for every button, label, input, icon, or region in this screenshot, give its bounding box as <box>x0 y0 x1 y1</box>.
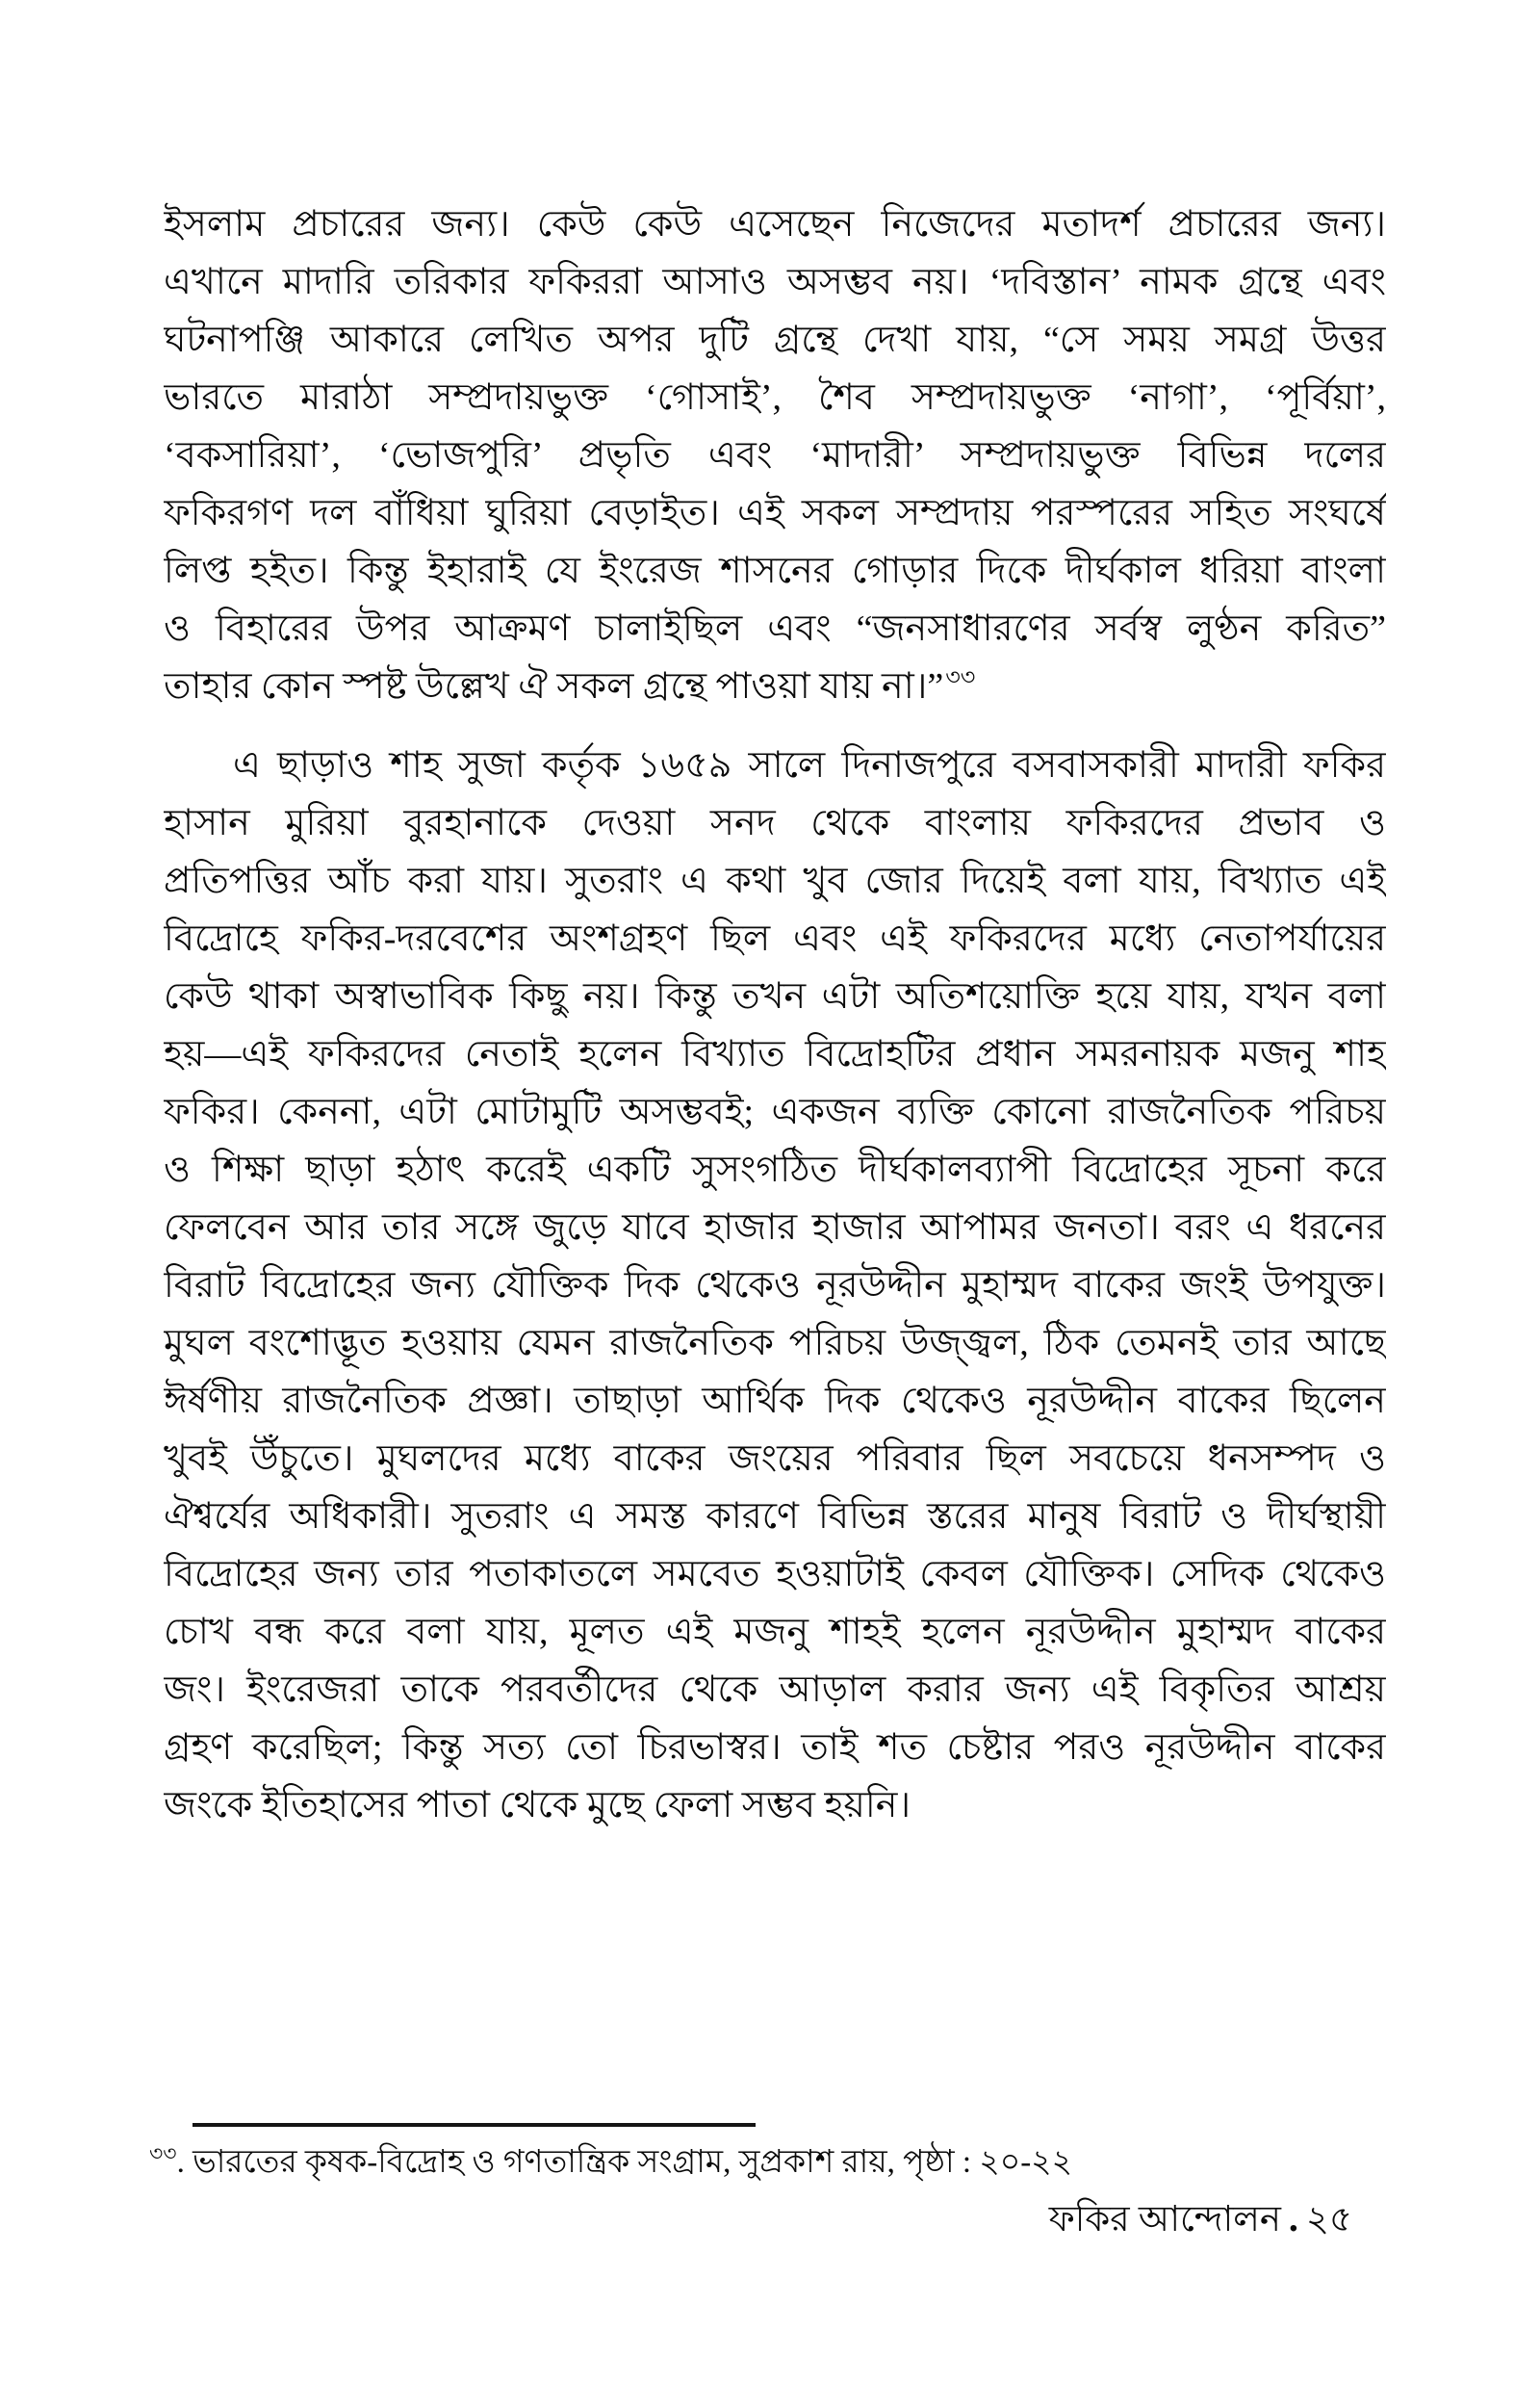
text-line: চোখ বন্ধ করে বলা যায়, মূলত এই মজনু শাহই হলেন নূরউদ্দীন মুহাম্মদ বাকের <box>164 1612 1386 1652</box>
footnote-marker: ৩৩ <box>149 2141 177 2165</box>
text-line: ঘটনাপঞ্জি আকারে লেখিত অপর দুটি গ্রন্থে দেখা যায়, “সে সময় সমগ্র উত্তর <box>164 320 1386 360</box>
text-line: ফকিরগণ দল বাঁধিয়া ঘুরিয়া বেড়াইত। এই সকল সম্প্রদায় পরস্পরের সহিত সংঘর্ষে <box>164 493 1386 533</box>
text-line: ভারতে মারাঠা সম্প্রদায়ভুক্ত ‘গোসাই’, শৈব সম্প্রদায়ভুক্ত ‘নাগা’, ‘পূর্বিয়া’, <box>164 377 1386 418</box>
text-line: হাসান মুরিয়া বুরহানাকে দেওয়া সনদ থেকে বাংলায় ফকিরদের প্রভাব ও <box>164 803 1386 843</box>
text-line: এখানে মাদারি তরিকার ফকিররা আসাও অসম্ভব নয়। ‘দবিস্তান’ নামক গ্রন্থে এবং <box>164 262 1386 302</box>
text-line: ও বিহারের উপর আক্রমণ চালাইছিল এবং “জনসাধারণের সর্বস্ব লুণ্ঠন করিত” <box>164 608 1386 649</box>
text-line: বিদ্রোহের জন্য তার পতাকাতলে সমবেত হওয়াটাই কেবল যৌক্তিক। সেদিক থেকেও <box>164 1554 1386 1594</box>
text-line <box>164 658 1386 715</box>
text-line: কেউ থাকা অস্বাভাবিক কিছু নয়। কিন্তু তখন এটা অতিশয়োক্তি হয়ে যায়, যখন বলা <box>164 976 1386 1017</box>
text-line: ঈর্ষণীয় রাজনৈতিক প্রজ্ঞা। তাছাড়া আর্থিক দিক থেকেও নূরউদ্দীন বাকের ছিলেন <box>164 1381 1386 1421</box>
text-line: ও শিক্ষা ছাড়া হঠাৎ করেই একটি সুসংগঠিত দীর্ঘকালব্যাপী বিদ্রোহের সূচনা করে <box>164 1150 1386 1190</box>
paragraph-end-text: তাহার কোন স্পষ্ট উল্লেখ ঐ সকল গ্রন্থে পাওয়া যায় না।” <box>164 666 944 707</box>
text-line: ফেলবেন আর তার সঙ্গে জুড়ে যাবে হাজার হাজার আপামর জনতা। বরং এ ধরনের <box>164 1207 1386 1248</box>
text-line: ‘বকসারিয়া’, ‘ভোজপুরি’ প্রভৃতি এবং ‘মাদারী’ সম্প্রদায়ভুক্ত বিভিন্ন দলের <box>164 435 1386 476</box>
text-line: লিপ্ত হইত। কিন্তু ইহারাই যে ইংরেজ শাসনের গোড়ার দিকে দীর্ঘকাল ধরিয়া বাংলা <box>164 551 1386 591</box>
text-line: এ ছাড়াও শাহ সুজা কর্তৃক ১৬৫৯ সালে দিনাজপুরে বসবাসকারী মাদারী ফকির <box>233 745 1386 786</box>
text-line: খুবই উঁচুতে। মুঘলদের মধ্যে বাকের জংয়ের পরিবার ছিল সবচেয়ে ধনসম্পদ ও <box>164 1438 1386 1479</box>
text-line: বিদ্রোহে ফকির-দরবেশের অংশগ্রহণ ছিল এবং এই ফকিরদের মধ্যে নেতাপর্যায়ের <box>164 919 1386 959</box>
footnote <box>149 2139 1352 2189</box>
text-line: জং। ইংরেজরা তাকে পরবর্তীদের থেকে আড়াল করার জন্য এই বিকৃতির আশ্রয় <box>164 1669 1386 1710</box>
text-line: মুঘল বংশোদ্ভূত হওয়ায় যেমন রাজনৈতিক পরিচয় উজ্জ্বল, ঠিক তেমনই তার আছে <box>164 1323 1386 1363</box>
separator-dot: . <box>1288 2196 1298 2239</box>
text-line: প্রতিপত্তির আঁচ করা যায়। সুতরাং এ কথা খুব জোর দিয়েই বলা যায়, বিখ্যাত এই <box>164 861 1386 901</box>
book-title: ফকির আন্দোলন <box>1048 2200 1281 2239</box>
page-number: ২৫ <box>1305 2200 1352 2239</box>
text-line: বিরাট বিদ্রোহের জন্য যৌক্তিক দিক থেকেও নূরউদ্দীন মুহাম্মদ বাকের জংই উপযুক্ত। <box>164 1265 1386 1306</box>
text-line: হয়—এই ফকিরদের নেতাই হলেন বিখ্যাত বিদ্রোহটির প্রধান সমরনায়ক মজনু শাহ <box>164 1034 1386 1074</box>
page-footer <box>1049 2195 1352 2243</box>
text-line: গ্রহণ করেছিল; কিন্তু সত্য তো চিরভাস্বর। তাই শত চেষ্টার পরও নূরউদ্দীন বাকের <box>164 1727 1386 1768</box>
footnote-divider <box>192 2123 756 2127</box>
paragraph-1 <box>164 195 1386 715</box>
text-line: ঐশ্বর্যের অধিকারী। সুতরাং এ সমস্ত কারণে বিভিন্ন স্তরের মানুষ বিরাট ও দীর্ঘস্থায়ী <box>164 1496 1386 1537</box>
paragraph-2 <box>164 737 1386 1834</box>
text-line: ফকির। কেননা, এটা মোটামুটি অসম্ভবই; একজন ব্যক্তি কোনো রাজনৈতিক পরিচয় <box>164 1092 1386 1132</box>
text-line: ইসলাম প্রচারের জন্য। কেউ কেউ এসেছেন নিজেদের মতাদর্শ প্রচারের জন্য। <box>164 204 1386 245</box>
footnote-text: . ভারতের কৃষক-বিদ্রোহ ও গণতান্ত্রিক সংগ্রাম, সুপ্রকাশ রায়, পৃষ্ঠা : ২০-২২ <box>176 2145 1073 2180</box>
text-line: জংকে ইতিহাসের পাতা থেকে মুছে ফেলা সম্ভব হয়নি। <box>164 1785 911 1825</box>
footnote-reference: ৩৩ <box>945 665 976 691</box>
